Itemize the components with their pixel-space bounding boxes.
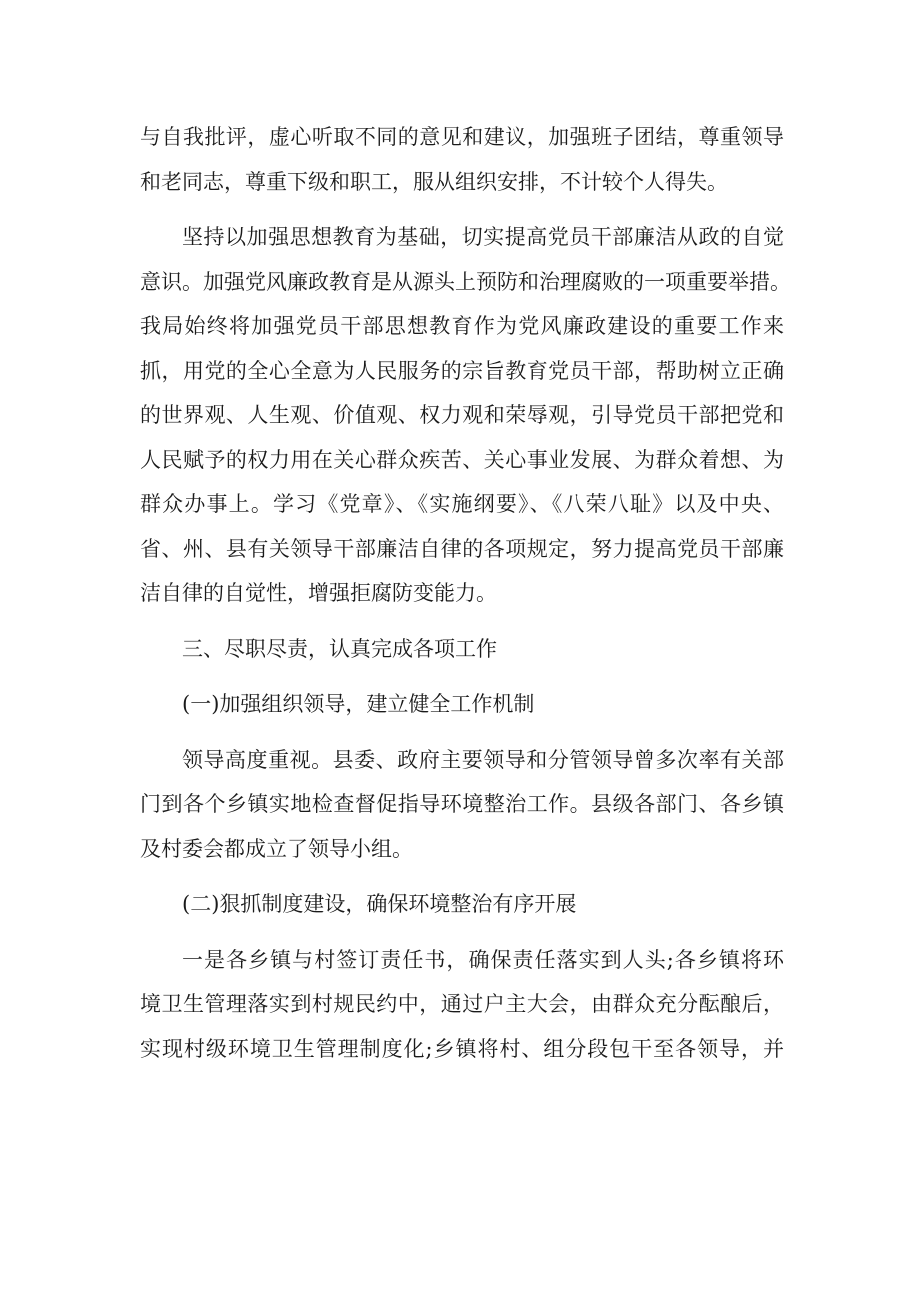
document-body xyxy=(140,115,791,1071)
text-line: 实现村级环境卫生管理制度化;乡镇将村、组分段包干至各领导，并 xyxy=(140,1036,784,1061)
text-line: 境卫生管理落实到村规民约中，通过户主大会，由群众充分酝酿后， xyxy=(140,992,784,1016)
text-line: 领导高度重视。县委、政府主要领导和分管领导曾多次率有关部 xyxy=(182,747,784,772)
subheading-one xyxy=(140,682,784,727)
text-line: 与自我批评，虚心听取不同的意见和建议，加强班子团结，尊重领导 xyxy=(140,125,784,149)
sub-heading: (一)加强组织领导，建立健全工作机制 xyxy=(182,692,535,716)
text-line: 我局始终将加强党员干部思想教育作为党风廉政建设的重要工作来 xyxy=(140,314,784,338)
text-line: 意识。加强党风廉政教育是从源头上预防和治理腐败的一项重要举措。 xyxy=(140,269,791,294)
text-line: 及村委会都成立了领导小组。 xyxy=(140,836,413,861)
section-heading-three xyxy=(140,627,784,672)
text-line: 坚持以加强思想教育为基础，切实提高党员干部廉洁从政的自觉 xyxy=(182,225,784,249)
text-line: 省、州、县有关领导干部廉洁自律的各项规定，努力提高党员干部廉 xyxy=(140,536,784,561)
subheading-two xyxy=(140,882,784,927)
text-line: 抓，用党的全心全意为人民服务的宗旨教育党员干部，帮助树立正确 xyxy=(140,358,784,383)
paragraph-self-criticism xyxy=(140,115,784,204)
text-line: 一是各乡镇与村签订责任书，确保责任落实到人头;各乡镇将环 xyxy=(182,947,784,972)
text-line: 的世界观、人生观、价值观、权力观和荣辱观，引导党员干部把党和 xyxy=(140,403,784,427)
text-line: 门到各个乡镇实地检查督促指导环境整治工作。县级各部门、各乡镇 xyxy=(140,792,784,816)
paragraph-leadership xyxy=(140,738,784,872)
section-heading: 三、尽职尽责，认真完成各项工作 xyxy=(182,636,497,661)
paragraph-ideological-education xyxy=(140,215,791,616)
paragraph-responsibility xyxy=(140,938,784,1072)
text-line: 人民赋予的权力用在关心群众疾苦、关心事业发展、为群众着想、为 xyxy=(140,447,784,472)
text-line: 和老同志，尊重下级和职工，服从组织安排，不计较个人得失。 xyxy=(140,169,728,194)
sub-heading: (二)狠抓制度建设，确保环境整治有序开展 xyxy=(182,892,577,916)
text-line: 群众办事上。学习《党章》、《实施纲要》、《八荣八耻》以及中央、 xyxy=(140,492,784,516)
text-line: 洁自律的自觉性，增强拒腐防变能力。 xyxy=(140,581,497,605)
